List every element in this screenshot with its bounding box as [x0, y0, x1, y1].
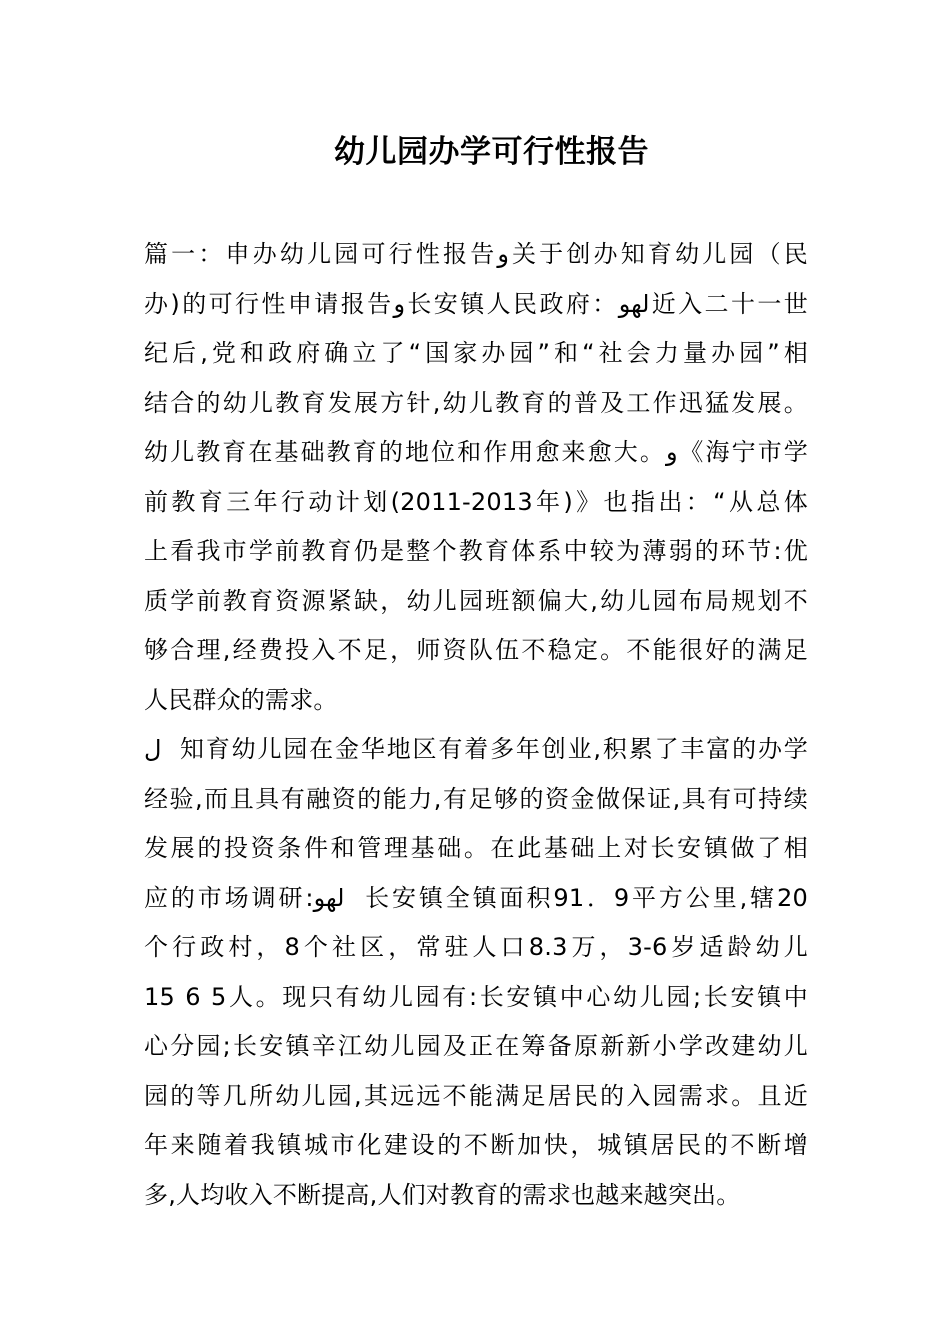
body-line: 应的市场调研:لهو 长安镇全镇面积91．9平方公里,辖20	[144, 883, 808, 912]
body-line: 上看我市学前教育仍是整个教育体系中较为薄弱的环节:优	[144, 537, 808, 565]
body-line: 办)的可行性申请报告و长安镇人民政府：لهو近入二十一世	[144, 289, 808, 318]
body-line: 纪后,党和政府确立了“国家办园”和“社会力量办园”相	[144, 339, 808, 367]
body-line: 质学前教育资源紧缺，幼儿园班额偏大,幼儿园布局规划不	[144, 586, 808, 615]
body-line: 多,人均收入不断提高,人们对教育的需求也越来越突出。	[144, 1180, 741, 1209]
body-line: 发展的投资条件和管理基础。在此基础上对长安镇做了相	[144, 834, 808, 862]
document-title: 幼儿园办学可行性报告	[334, 134, 649, 170]
body-line: 经验,而且具有融资的能力,有足够的资金做保证,具有可持续	[144, 784, 808, 813]
body-line: 园的等几所幼儿园,其远远不能满足居民的入园需求。且近	[144, 1081, 808, 1110]
body-line: 心分园;长安镇辛江幼儿园及正在筹备原新新小学改建幼儿	[144, 1032, 808, 1060]
body-line: 年来随着我镇城市化建设的不断加快，城镇居民的不断增	[144, 1131, 808, 1159]
body-line: 前教育三年行动计划(2011-2013年)》也指出：“从总体	[144, 487, 808, 516]
body-line: 幼儿教育在基础教育的地位和作用愈来愈大。و《海宁市学	[144, 438, 808, 466]
body-line: 人民群众的需求。	[144, 685, 338, 714]
body-line: 够合理,经费投入不足，师资队伍不稳定。不能很好的满足	[144, 636, 808, 664]
document-body	[144, 230, 808, 1220]
body-line: 15 6 5人。现只有幼儿园有:长安镇中心幼儿园;长安镇中	[144, 982, 808, 1011]
body-line: 结合的幼儿教育发展方针,幼儿教育的普及工作迅猛发展。	[144, 388, 808, 417]
body-line: 篇一：申办幼儿园可行性报告و关于创办知育幼儿园（民	[144, 240, 808, 268]
body-line: 个行政村，8个社区，常驻人口8.3万，3-6岁适龄幼儿	[144, 933, 808, 961]
body-line: ل 知育幼儿园在金华地区有着多年创业,积累了丰富的办学	[144, 735, 808, 763]
